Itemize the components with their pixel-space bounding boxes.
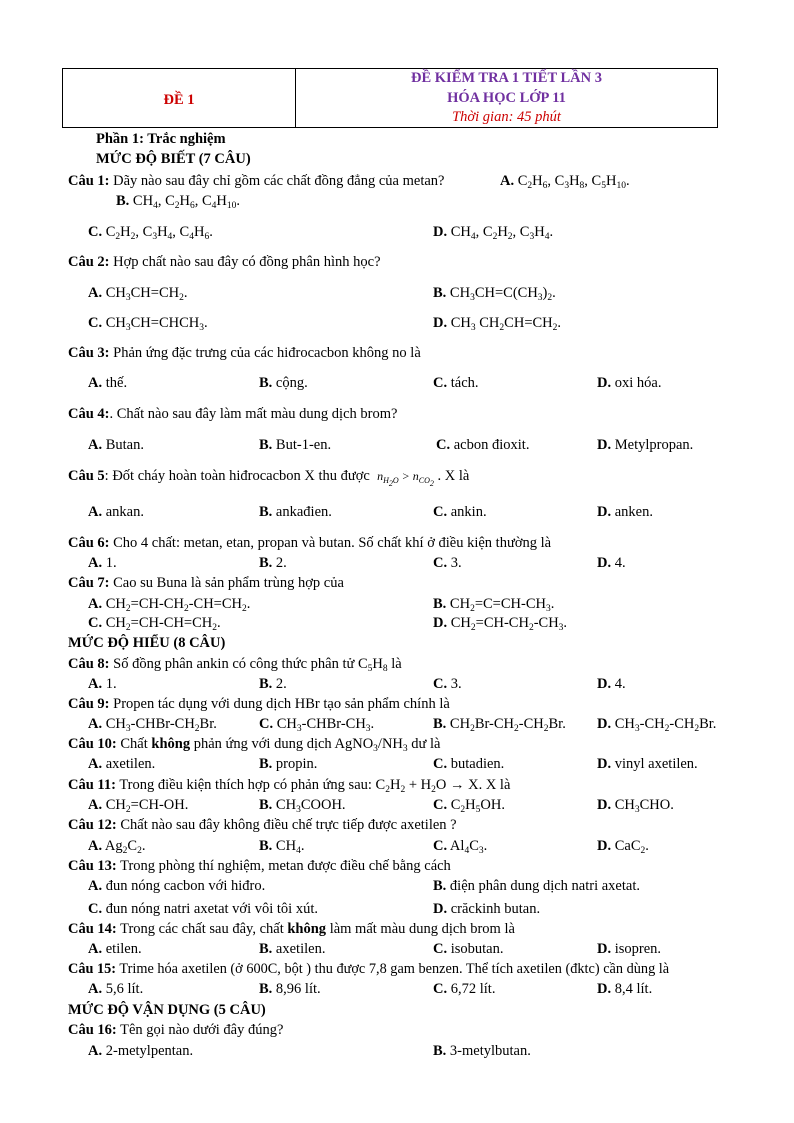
q2-option-c: C. $CH_3CH=CHCH_3$.: [88, 315, 208, 333]
q2-option-b: B. $CH_3CH=C(CH_3)_2$.: [433, 285, 556, 303]
q7-option-b: B. $CH_2=C=CH-CH_3$.: [433, 596, 555, 614]
q9-option-b: C. $CH_3-CHBr-CH_3$.: [259, 716, 375, 734]
question-12: Câu 12: Chất nào sau đây không điều chế trực tiếp được axetilen ?: [68, 817, 457, 833]
q9-option-a: A. $CH_3-CHBr-CH_2Br$.: [88, 716, 217, 734]
q15-option-c: C. 6,72 lít.: [433, 981, 496, 997]
question-2: Câu 2: Hợp chất nào sau đây có đồng phân hình học?: [68, 254, 381, 270]
q5-option-b: B. ankađien.: [259, 504, 332, 520]
q13-option-a: A. đun nóng cacbon với hiđro.: [88, 878, 266, 894]
q14-option-b: B. axetilen.: [259, 941, 326, 957]
level-heading-biet: MỨC ĐỘ BIẾT (7 CÂU): [96, 151, 251, 167]
q14-option-a: A. etilen.: [88, 941, 142, 957]
q6-option-b: B. 2.: [259, 555, 287, 571]
q9-option-c: B. $CH_2Br-CH_2-CH_2Br$.: [433, 716, 566, 734]
q3-option-b: B. cộng.: [259, 375, 308, 391]
question-4: Câu 4:. Chất nào sau đây làm mất màu dung dịch brom?: [68, 406, 398, 422]
header-table: [62, 68, 718, 128]
header-left-cell: [63, 69, 296, 127]
q6-option-a: A. 1.: [88, 555, 117, 571]
q10-option-b: B. propin.: [259, 756, 318, 772]
q4-option-b: B. But-1-en.: [259, 437, 332, 453]
level-heading-vandung: MỨC ĐỘ VẬN DỤNG (5 CÂU): [68, 1002, 266, 1018]
q12-option-d: D. CaC$_2$.: [597, 838, 649, 856]
q13-option-c: C. đun nóng natri axetat với vôi tôi xút.: [88, 901, 318, 917]
q10-option-a: A. axetilen.: [88, 756, 156, 772]
q8-option-b: B. 2.: [259, 676, 287, 692]
q10-option-c: C. butadien.: [433, 756, 505, 772]
question-3: Câu 3: Phản ứng đặc trưng của các hiđrocacbon không no là: [68, 345, 421, 361]
exam-title: ĐỀ KIỂM TRA 1 TIẾT LẦN 3: [411, 70, 602, 86]
q3-option-c: C. tách.: [433, 375, 479, 391]
q14-option-d: D. isopren.: [597, 941, 662, 957]
q7-option-a: A. $CH_2=CH-CH_2-CH=CH_2$.: [88, 596, 251, 614]
q13-option-d: D. crăckinh butan.: [433, 901, 541, 917]
level-heading-hieu: MỨC ĐỘ HIỂU (8 CÂU): [68, 635, 226, 651]
q13-option-b: B. điện phân dung dịch natri axetat.: [433, 878, 640, 894]
question-9: Câu 9: Propen tác dụng với dung dịch HBr tạo sản phẩm chính là: [68, 696, 450, 712]
q8-option-a: A. 1.: [88, 676, 117, 692]
question-1: Câu 1: Dãy nào sau đây chỉ gồm các chất đồng đẳng của metan?: [68, 173, 445, 189]
q12-option-b: B. $CH_4$.: [259, 838, 305, 856]
question-15: Câu 15: Trime hóa axetilen (ở 600C, bột ) thu được 7,8 gam benzen. Thể tích axetilen (đktc) cần dùng là: [68, 961, 670, 977]
q5-option-d: D. anken.: [597, 504, 653, 520]
question-5: Câu 5: Đốt cháy hoàn toàn hiđrocacbon X thu được $n_{H_2O} > n_{CO_2}$ . X là: [68, 468, 470, 488]
q4-option-a: A. Butan.: [88, 437, 144, 453]
q15-option-d: D. 8,4 lít.: [597, 981, 653, 997]
q16-option-b: B. 3-metylbutan.: [433, 1043, 531, 1059]
q8-option-c: C. 3.: [433, 676, 462, 692]
formula-nh2o-gt-nco2: $n_{H_2O} > n_{CO_2}$: [377, 469, 434, 488]
q4-option-c: C. acbon đioxit.: [436, 437, 530, 453]
q1-option-b: B. $CH_4$, $C_2H_6$, $C_4H_{10}$.: [116, 193, 241, 211]
question-8: Câu 8: Số đồng phân ankin có công thức phân tử $C_5H_8$ là: [68, 656, 402, 674]
q14-option-c: C. isobutan.: [433, 941, 504, 957]
q12-option-c: C. $Al_4C_3$.: [433, 838, 488, 856]
q1-option-a: A. $C_2H_6$, $C_3H_8$, $C_5H_{10}$.: [500, 173, 630, 191]
q7-option-d: D. $CH_2=CH-CH_2-CH_3$.: [433, 615, 568, 633]
q2-option-a: A. $CH_3CH=CH_2$.: [88, 285, 188, 303]
q11-option-c: C. $C_2H_5OH$.: [433, 797, 505, 815]
q11-option-b: B. $CH_3COOH$.: [259, 797, 346, 815]
q10-option-d: D. vinyl axetilen.: [597, 756, 698, 772]
part-heading: Phần 1: Trắc nghiệm: [96, 131, 226, 147]
q16-option-a: A. 2-metylpentan.: [88, 1043, 194, 1059]
question-16: Câu 16: Tên gọi nào dưới đây đúng?: [68, 1022, 284, 1038]
q4-option-d: D. Metylpropan.: [597, 437, 694, 453]
q3-option-d: D. oxi hóa.: [597, 375, 662, 391]
question-14: Câu 14: Trong các chất sau đây, chất không làm mất màu dung dịch brom là: [68, 921, 515, 937]
q11-option-a: A. $CH_2=CH-OH$.: [88, 797, 189, 815]
q9-option-d: D. $CH_3-CH_2-CH_2Br$.: [597, 716, 717, 734]
q11-option-d: D. $CH_3CHO$.: [597, 797, 674, 815]
q12-option-a: A. $Ag_2C_2$.: [88, 838, 146, 856]
q15-option-a: A. 5,6 lít.: [88, 981, 144, 997]
q2-option-d: D. $CH_3$ $CH_2CH=CH_2$.: [433, 315, 562, 333]
header-right-cell: [296, 69, 717, 127]
q15-option-b: B. 8,96 lít.: [259, 981, 321, 997]
question-7: Câu 7: Cao su Buna là sản phẩm trùng hợp của: [68, 575, 344, 591]
exam-time: Thời gian: 45 phút: [452, 109, 561, 125]
q7-option-c: C. $CH_2=CH-CH=CH_2$.: [88, 615, 221, 633]
q6-option-d: D. 4.: [597, 555, 626, 571]
question-10: Câu 10: Chất không phản ứng với dung dịch $AgNO_3/NH_3$ dư là: [68, 736, 441, 754]
q5-option-c: C. ankin.: [433, 504, 487, 520]
question-11: Câu 11: Trong điều kiện thích hợp có phản ứng sau: $C_2H_2 + H_2O \to X$. X là: [68, 777, 511, 795]
question-13: Câu 13: Trong phòng thí nghiệm, metan được điều chế bằng cách: [68, 858, 451, 874]
q5-option-a: A. ankan.: [88, 504, 144, 520]
q1-option-c: C. $C_2H_2$, $C_3H_4$, $C_4H_6$.: [88, 224, 213, 242]
exam-subject: HÓA HỌC LỚP 11: [447, 90, 566, 106]
q6-option-c: C. 3.: [433, 555, 462, 571]
q1-option-d: D. $CH_4$, $C_2H_2$, $C_3H_4$.: [433, 224, 554, 242]
q3-option-a: A. thế.: [88, 375, 128, 391]
q8-option-d: D. 4.: [597, 676, 626, 692]
exam-code: ĐỀ 1: [163, 92, 195, 108]
question-6: Câu 6: Cho 4 chất: metan, etan, propan và butan. Số chất khí ở điều kiện thường là: [68, 535, 552, 551]
